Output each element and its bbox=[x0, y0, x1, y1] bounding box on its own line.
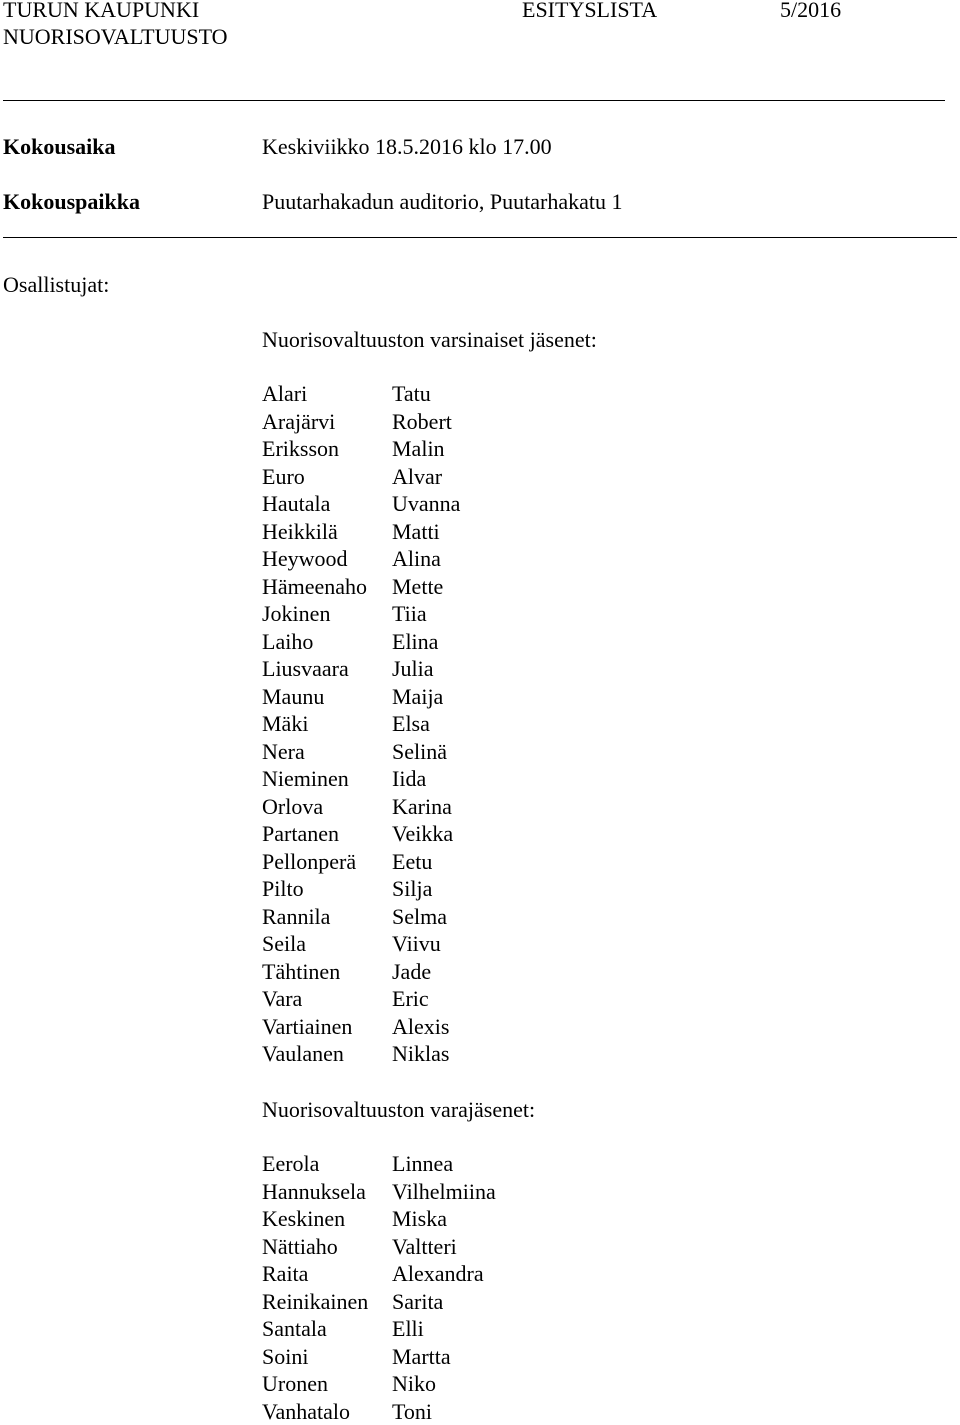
surname: Pilto bbox=[262, 875, 304, 903]
deputies-heading: Nuorisovaltuuston varajäsenet: bbox=[262, 1098, 535, 1122]
surname: Nera bbox=[262, 738, 305, 766]
surname: Mäki bbox=[262, 710, 308, 738]
firstname: Julia bbox=[392, 655, 434, 683]
firstname: Alexandra bbox=[392, 1260, 484, 1288]
surname: Pellonperä bbox=[262, 848, 356, 876]
meeting-divider bbox=[3, 237, 957, 238]
surname: Maunu bbox=[262, 683, 324, 711]
city-name: TURUN KAUPUNKI bbox=[3, 0, 199, 22]
surname: Santala bbox=[262, 1315, 327, 1343]
surname: Liusvaara bbox=[262, 655, 349, 683]
surname: Vara bbox=[262, 985, 302, 1013]
firstname: Robert bbox=[392, 408, 452, 436]
surname: Hämeenaho bbox=[262, 573, 367, 601]
firstname: Selma bbox=[392, 903, 447, 931]
surname: Partanen bbox=[262, 820, 339, 848]
firstname: Elina bbox=[392, 628, 438, 656]
header-divider bbox=[3, 100, 945, 101]
firstname: Uvanna bbox=[392, 490, 460, 518]
firstname: Eetu bbox=[392, 848, 432, 876]
firstname: Valtteri bbox=[392, 1233, 457, 1261]
surname: Vanhatalo bbox=[262, 1398, 350, 1425]
firstname: Niko bbox=[392, 1370, 436, 1398]
firstname: Viivu bbox=[392, 930, 441, 958]
meeting-place-value: Puutarhakadun auditorio, Puutarhakatu 1 bbox=[262, 190, 622, 214]
surname: Arajärvi bbox=[262, 408, 335, 436]
firstname: Eric bbox=[392, 985, 429, 1013]
surname: Heywood bbox=[262, 545, 348, 573]
firstname: Tiia bbox=[392, 600, 427, 628]
surname: Vaulanen bbox=[262, 1040, 344, 1068]
surname: Nättiaho bbox=[262, 1233, 338, 1261]
firstname: Niklas bbox=[392, 1040, 449, 1068]
firstname: Maija bbox=[392, 683, 443, 711]
surname: Hautala bbox=[262, 490, 330, 518]
surname: Rannila bbox=[262, 903, 330, 931]
firstname: Malin bbox=[392, 435, 445, 463]
surname: Reinikainen bbox=[262, 1288, 368, 1316]
meeting-time-label: Kokousaika bbox=[3, 135, 116, 159]
surname: Soini bbox=[262, 1343, 308, 1371]
surname: Keskinen bbox=[262, 1205, 345, 1233]
firstname: Alexis bbox=[392, 1013, 449, 1041]
firstname: Mette bbox=[392, 573, 443, 601]
firstname: Martta bbox=[392, 1343, 451, 1371]
organ-name: NUORISOVALTUUSTO bbox=[3, 25, 228, 49]
firstname: Matti bbox=[392, 518, 440, 546]
meeting-place-label: Kokouspaikka bbox=[3, 190, 140, 214]
meeting-time-value: Keskiviikko 18.5.2016 klo 17.00 bbox=[262, 135, 552, 159]
firstname: Veikka bbox=[392, 820, 453, 848]
surname: Uronen bbox=[262, 1370, 328, 1398]
surname: Nieminen bbox=[262, 765, 349, 793]
surname: Eriksson bbox=[262, 435, 339, 463]
surname: Eerola bbox=[262, 1150, 319, 1178]
firstname: Vilhelmiina bbox=[392, 1178, 496, 1206]
firstname: Elli bbox=[392, 1315, 424, 1343]
surname: Laiho bbox=[262, 628, 313, 656]
surname: Euro bbox=[262, 463, 305, 491]
firstname: Toni bbox=[392, 1398, 432, 1425]
surname: Tähtinen bbox=[262, 958, 340, 986]
firstname: Karina bbox=[392, 793, 452, 821]
document-number: 5/2016 bbox=[780, 0, 841, 22]
surname: Raita bbox=[262, 1260, 308, 1288]
firstname: Elsa bbox=[392, 710, 430, 738]
firstname: Sarita bbox=[392, 1288, 443, 1316]
firstname: Alina bbox=[392, 545, 441, 573]
document-type: ESITYSLISTA bbox=[522, 0, 657, 22]
firstname: Tatu bbox=[392, 380, 431, 408]
surname: Seila bbox=[262, 930, 306, 958]
members-heading: Nuorisovaltuuston varsinaiset jäsenet: bbox=[262, 328, 597, 352]
surname: Orlova bbox=[262, 793, 323, 821]
surname: Hannuksela bbox=[262, 1178, 366, 1206]
firstname: Jade bbox=[392, 958, 431, 986]
surname: Alari bbox=[262, 380, 307, 408]
firstname: Linnea bbox=[392, 1150, 453, 1178]
firstname: Silja bbox=[392, 875, 432, 903]
participants-label: Osallistujat: bbox=[3, 273, 109, 297]
surname: Vartiainen bbox=[262, 1013, 352, 1041]
firstname: Alvar bbox=[392, 463, 442, 491]
firstname: Miska bbox=[392, 1205, 447, 1233]
surname: Heikkilä bbox=[262, 518, 338, 546]
firstname: Iida bbox=[392, 765, 426, 793]
surname: Jokinen bbox=[262, 600, 330, 628]
firstname: Selinä bbox=[392, 738, 447, 766]
